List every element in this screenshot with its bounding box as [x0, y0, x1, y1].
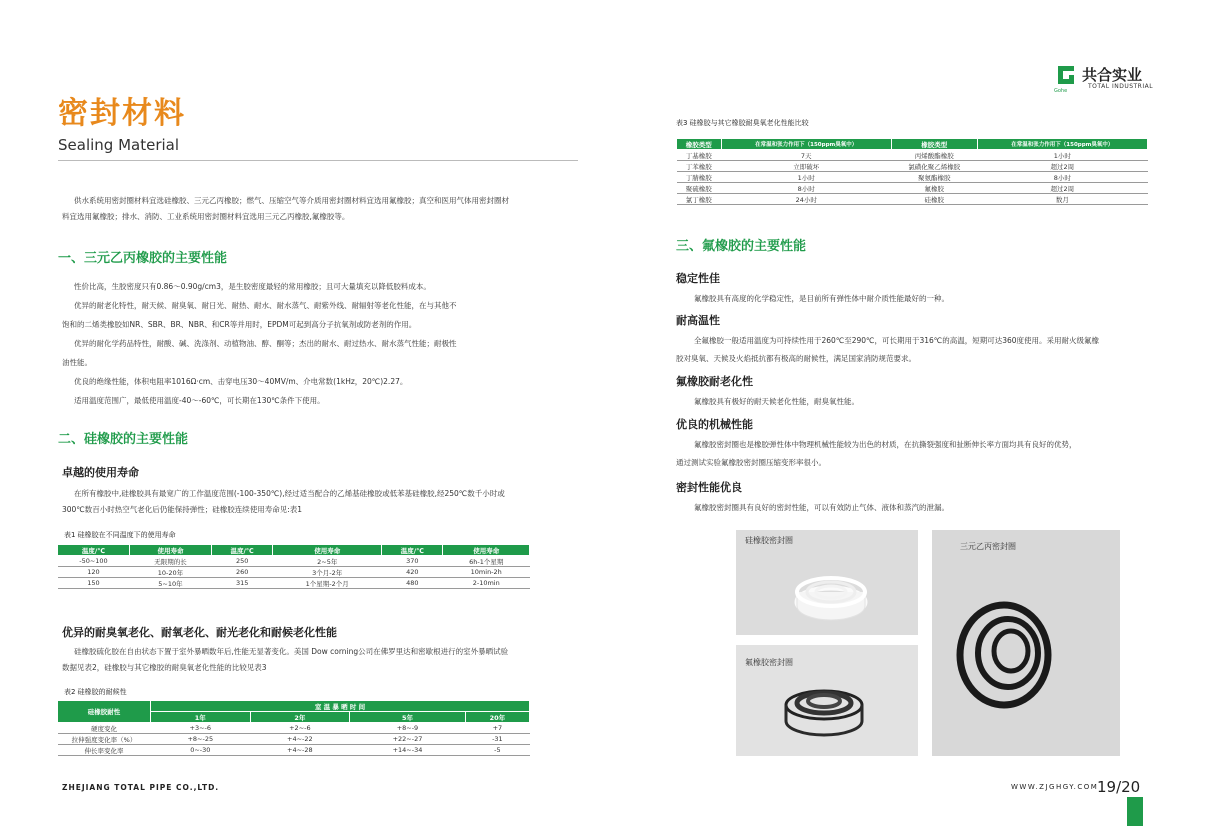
fluoro-para-2a: 全氟橡胶一般适用温度为可持续性用于260℃至290℃，可长期用于316℃的高温，短期可达360度使用。采用耐火级氟橡: [694, 336, 1100, 345]
table-cell: 1个星期-2个月: [273, 578, 382, 589]
table-cell: 立即破坏: [721, 161, 891, 172]
table-cell: +7: [465, 723, 529, 734]
table-cell: 氟橡胶: [891, 183, 977, 194]
silicone-subheading-lifespan: 卓越的使用寿命: [62, 466, 139, 479]
table-cell: 6h-1个星期: [443, 556, 530, 567]
table-row: [677, 172, 1148, 183]
photo-silicone-seal: [736, 530, 918, 635]
table1-header: 使用寿命: [273, 545, 382, 556]
section-epdm-title: 一、三元乙丙橡胶的主要性能: [58, 251, 228, 266]
table-cell: 120: [58, 567, 130, 578]
table2-header-year: 2年: [250, 712, 350, 723]
table-cell: 2-10min: [443, 578, 530, 589]
table-cell: +8~-9: [350, 723, 466, 734]
table-cell: 聚硫橡胶: [677, 183, 722, 194]
table-cell: +2~-6: [250, 723, 350, 734]
table-cell: 丁基橡胶: [677, 150, 722, 161]
fluoro-heading-sealing: 密封性能优良: [676, 481, 742, 494]
photo-epdm-label: 三元乙丙密封圈: [960, 542, 1016, 551]
table1: [57, 544, 530, 589]
footer-website: WWW.ZJGHGY.COM: [1011, 783, 1099, 791]
silicone-subheading-aging: 优异的耐臭氧老化、耐氧老化、耐光老化和耐候老化性能: [62, 626, 337, 639]
epdm-para-4: 优良的绝缘性能，体积电阻率1016Ω·cm、击穿电压30～40MV/m、介电常数(1kHz，20℃)2.27。: [74, 377, 408, 386]
table-cell: 8小时: [977, 172, 1147, 183]
logo-name-cn: 共合实业: [1082, 66, 1143, 84]
photo-fluoro-seal: [736, 645, 918, 756]
page-accent-bar: [1127, 797, 1143, 826]
logo-small-text: Gohe: [1054, 88, 1068, 94]
table2-header-time: 室 温 暴 晒 时 间: [151, 701, 530, 712]
table-row: [677, 183, 1148, 194]
table-cell: 1小时: [721, 172, 891, 183]
silicone-para-2a: 硅橡胶硫化胶在自由状态下置于室外暴晒数年后,性能无显著变化。美国 Dow corning公司在佛罗里达和密歇根进行的室外暴晒试验: [74, 647, 509, 656]
table2: [57, 700, 530, 756]
intro-line-2: 料宜选用氟橡胶；排水、消防、工业系统用密封圈材料宜选用三元乙丙橡胶,氟橡胶等。: [62, 212, 350, 221]
table1-header: 使用寿命: [443, 545, 530, 556]
table1-header: 温度/℃: [212, 545, 273, 556]
table3-header: 在常温和张力作用下（150ppm臭氧中）: [721, 139, 891, 150]
table-row: [58, 745, 530, 756]
table-cell: 250: [212, 556, 273, 567]
footer-company: ZHEJIANG TOTAL PIPE CO.,LTD.: [62, 783, 220, 792]
table-cell: 2~5年: [273, 556, 382, 567]
photo-epdm-seal: [932, 530, 1120, 756]
table-cell: 480: [382, 578, 443, 589]
table3-header: 橡胶类型: [677, 139, 722, 150]
fluoro-heading-stability: 稳定性佳: [676, 272, 720, 285]
table-cell: 硅橡胶: [891, 194, 977, 205]
fluoro-heading-heat: 耐高温性: [676, 314, 720, 327]
table2-header-property: 硅橡胶耐性: [58, 701, 151, 723]
table-row: [58, 723, 530, 734]
table-cell: 硬度变化: [58, 723, 151, 734]
table-cell: 315: [212, 578, 273, 589]
photo-fluoro-label: 氟橡胶密封圈: [745, 658, 793, 667]
photo-silicone-label: 硅橡胶密封圈: [745, 536, 793, 545]
table-row: [677, 150, 1148, 161]
table-cell: 聚氨酯橡胶: [891, 172, 977, 183]
silicone-para-1a: 在所有橡胶中,硅橡胶具有最宽广的工作温度范围(-100-350℃),经过适当配合的乙烯基硅橡胶或低苯基硅橡胶,经250℃数千小时或: [74, 489, 505, 498]
table-cell: 10min-2h: [443, 567, 530, 578]
epdm-para-3a: 优异的耐化学药品特性，耐酸、碱、洗涤剂、动植物油、醇、酮等；杰出的耐水、耐过热水、耐水蒸气性能；耐极性: [74, 339, 457, 348]
table1-header: 温度/℃: [382, 545, 443, 556]
table-cell: 150: [58, 578, 130, 589]
table-cell: 超过2周: [977, 183, 1147, 194]
table-cell: +8~-25: [151, 734, 251, 745]
table-row: [58, 734, 530, 745]
table-row: [58, 567, 530, 578]
table-cell: +3~-6: [151, 723, 251, 734]
table-cell: 氯丁橡胶: [677, 194, 722, 205]
section-silicone-title: 二、硅橡胶的主要性能: [58, 432, 189, 447]
table-cell: -5: [465, 745, 529, 756]
page-number: 19/20: [1097, 778, 1141, 796]
table-row: [677, 161, 1148, 172]
table-row: [58, 578, 530, 589]
fluoro-heading-aging: 氟橡胶耐老化性: [676, 375, 753, 388]
table-cell: 丁腈橡胶: [677, 172, 722, 183]
table-cell: 420: [382, 567, 443, 578]
table1-header: 温度/℃: [58, 545, 130, 556]
fluoro-para-4b: 通过测试实验氟橡胶密封圈压缩变形率很小。: [676, 458, 826, 467]
table-cell: 丁苯橡胶: [677, 161, 722, 172]
epdm-para-1: 性价比高，生胶密度只有0.86～0.90g/cm3，是生胶密度最轻的常用橡胶；且可大量填充以降低胶料成本。: [74, 282, 431, 291]
table-cell: +22~-27: [350, 734, 466, 745]
table-cell: 数月: [977, 194, 1147, 205]
table-cell: 无限期的长: [129, 556, 211, 567]
logo-name-en: TOTAL INDUSTRIAL: [1088, 83, 1154, 90]
table3-caption: 表3 硅橡胶与其它橡胶耐臭氧老化性能比较: [676, 119, 809, 127]
table-cell: 5~10年: [129, 578, 211, 589]
table-cell: 10-20年: [129, 567, 211, 578]
fluoro-para-5: 氟橡胶密封圈具有良好的密封性能，可以有效防止气体、液体和蒸汽的泄漏。: [694, 503, 949, 512]
silicone-para-2b: 数据见表2，硅橡胶与其它橡胶的耐臭氧老化性能的比较见表3: [62, 663, 267, 672]
fluoro-para-4a: 氟橡胶密封圈也是橡胶弹性体中物理机械性能较为出色的材质，在抗撕裂强度和扯断伸长率方面均具有良好的优势，: [694, 440, 1077, 449]
table-row: [677, 194, 1148, 205]
table-cell: 260: [212, 567, 273, 578]
table-row: [58, 556, 530, 567]
page-subtitle-en: Sealing Material: [58, 136, 180, 154]
table-cell: 24小时: [721, 194, 891, 205]
table2-header-year: 5年: [350, 712, 466, 723]
table2-caption: 表2 硅橡胶的耐候性: [64, 688, 127, 696]
table2-header-year: 1年: [151, 712, 251, 723]
epdm-para-2b: 饱和的二烯类橡胶如NR、SBR、BR、NBR、和CR等并用时，EPDM可起到高分子抗氧剂或防老剂的作用。: [62, 320, 417, 329]
table-cell: 0~-30: [151, 745, 251, 756]
epdm-para-3b: 油性能。: [62, 358, 92, 367]
title-divider: [58, 160, 578, 161]
epdm-para-5: 适用温度范围广，最低使用温度-40～-60℃，可长期在130℃条件下使用。: [74, 396, 325, 405]
table3-header: 橡胶类型: [891, 139, 977, 150]
table-cell: 8小时: [721, 183, 891, 194]
silicone-para-1b: 300℃数百小时热空气老化后仍能保持弹性；硅橡胶连续使用寿命见:表1: [62, 505, 303, 514]
section-fluoro-title: 三、氟橡胶的主要性能: [676, 239, 807, 254]
fluoro-para-1: 氟橡胶具有高度的化学稳定性，是目前所有弹性体中耐介质性能最好的一种。: [694, 294, 949, 303]
fluoro-para-2b: 胶对臭氧、天候及火焰抵抗都有极高的耐候性，满足国家消防规范要求。: [676, 354, 916, 363]
epdm-para-2a: 优异的耐老化特性，耐天候、耐臭氧、耐日光、耐热、耐水、耐水蒸气、耐紫外线、耐辐射等老化性能，在与其他不: [74, 301, 457, 310]
logo-mark-icon: [1056, 64, 1076, 86]
table-cell: -31: [465, 734, 529, 745]
table1-caption: 表1 硅橡胶在不同温度下的使用寿命: [64, 531, 176, 539]
table-cell: +4~-28: [250, 745, 350, 756]
table-cell: 3个月-2年: [273, 567, 382, 578]
intro-line-1: 供水系统用密封圈材料宜选硅橡胶、三元乙丙橡胶；燃气、压缩空气等介质用密封圈材料宜选用氟橡胶；真空和医用气体用密封圈材: [74, 196, 509, 205]
epdm-ring-image: [932, 530, 1120, 756]
table-cell: +14~-34: [350, 745, 466, 756]
table-cell: 拉伸强度变化率（%）: [58, 734, 151, 745]
table-cell: -50~100: [58, 556, 130, 567]
table-cell: 氯磺化聚乙烯橡胶: [891, 161, 977, 172]
table-cell: 丙烯酸酯橡胶: [891, 150, 977, 161]
table1-header: 使用寿命: [129, 545, 211, 556]
table-cell: 1小时: [977, 150, 1147, 161]
table-cell: 370: [382, 556, 443, 567]
table3-header: 在常温和张力作用下（150ppm臭氧中）: [977, 139, 1147, 150]
table2-header-year: 20年: [465, 712, 529, 723]
table-cell: 伸长率变化率: [58, 745, 151, 756]
table-cell: +4~-22: [250, 734, 350, 745]
table-cell: 超过2周: [977, 161, 1147, 172]
page-title: 密封材料: [58, 96, 186, 131]
table3: [676, 138, 1148, 205]
fluoro-heading-mechanical: 优良的机械性能: [676, 418, 753, 431]
fluoro-para-3: 氟橡胶具有极好的耐天候老化性能，耐臭氧性能。: [694, 397, 859, 406]
table-cell: 7天: [721, 150, 891, 161]
